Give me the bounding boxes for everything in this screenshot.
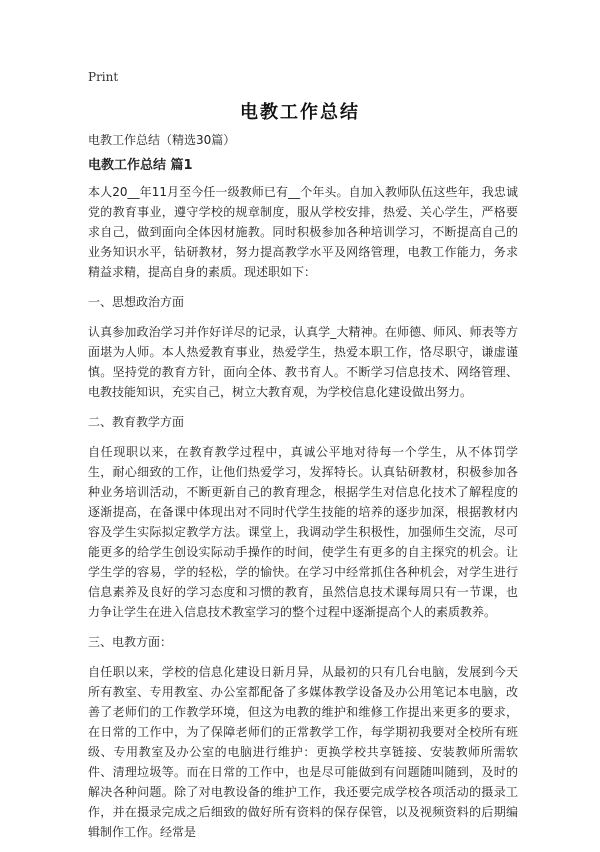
intro-paragraph: 本人20__年11月至今任一级教师已有__个年头。自加入教师队伍这些年，我忠诚党的教育事业，遵守学校的规章制度，服从学校安排，热爱、关心学生，严格要求自己，做到面向全体因材施教。同时积极参加各种培训学习，不断提高自己的业务知识水平，钻研教材，努力提高教学水平及网络管理，电教工作能力，务求精益求精，提高自身的素质。现述职如下：	[88, 185, 518, 279]
heading-politics: 一、思想政治方面	[88, 295, 185, 309]
politics-paragraph: 认真参加政治学习并作好详尽的记录，认真学_大精神。在师德、师风、师表等方面堪为人师。本人热爱教育事业，热爱学生，热爱本职工作，恪尽职守，谦虚谨慎。坚持党的教育方针，面向全体、教书育人。不断学习信息技术、网络管理、电教技能知识，充实自己，树立大教育观，为学校信息化建设做出努力。	[88, 325, 518, 399]
teaching-paragraph: 自任现职以来，在教育教学过程中，真诚公平地对待每一个学生，从不体罚学生，耐心细致的工作，让他们热爱学习，发挥特长。认真钻研教材，积极参加各种业务培训活动，不断更新自己的教育理念，根据学生对信息化技术了解程度的逐渐提高，在备课中体现出对不同时代学生技能的培养的逐步加深，根据教材内容及学生实际拟定教学方法。课堂上，我调动学生积极性，加强师生交流，尽可能更多的给学生创设实际动手操作的时间，使学生有更多的自主探究的机会。让学生学的容易，学的轻松，学的愉快。在学习中经常抓住各种机会，对学生进行信息素养及良好的学习态度和习惯的教育，虽然信息技术课每周只有一节课，也力争让学生在进入信息技术教室学习的整个过程中逐渐提高个人的素质教养。	[88, 445, 518, 619]
print-link[interactable]: Print	[88, 70, 119, 84]
section-title: 电教工作总结 篇1	[88, 158, 193, 173]
document-body	[88, 130, 518, 852]
av-education-paragraph: 自任职以来，学校的信息化建设日新月异，从最初的只有几台电脑，发展到今天所有教室、专用教室、办公室都配备了多媒体教学设备及办公用笔记本电脑，改善了老师们的工作教学环境，但这为电教的维护和维修工作提出来更多的要求，在日常的工作中，为了保障老师们的正常教学工作，每学期初我要对全校所有班级、专用教室及办公室的电脑进行维护：更换学校共享链接、安装教师所需软件、清理垃圾等。而在日常的工作中，也是尽可能做到有问题随叫随到，及时的解决各种问题。除了对电教设备的维护工作，我还要完成学校各项活动的摄录工作，并在摄录完成之后细致的做好所有资料的保存保管，以及视频资料的后期编辑制作工作。经常是	[88, 665, 518, 839]
heading-teaching: 二、教育教学方面	[88, 415, 185, 429]
heading-av-education: 三、电教方面：	[88, 635, 173, 649]
document-title: 电教工作总结	[240, 102, 360, 123]
document-subtitle: 电教工作总结（精选30篇）	[88, 133, 236, 147]
